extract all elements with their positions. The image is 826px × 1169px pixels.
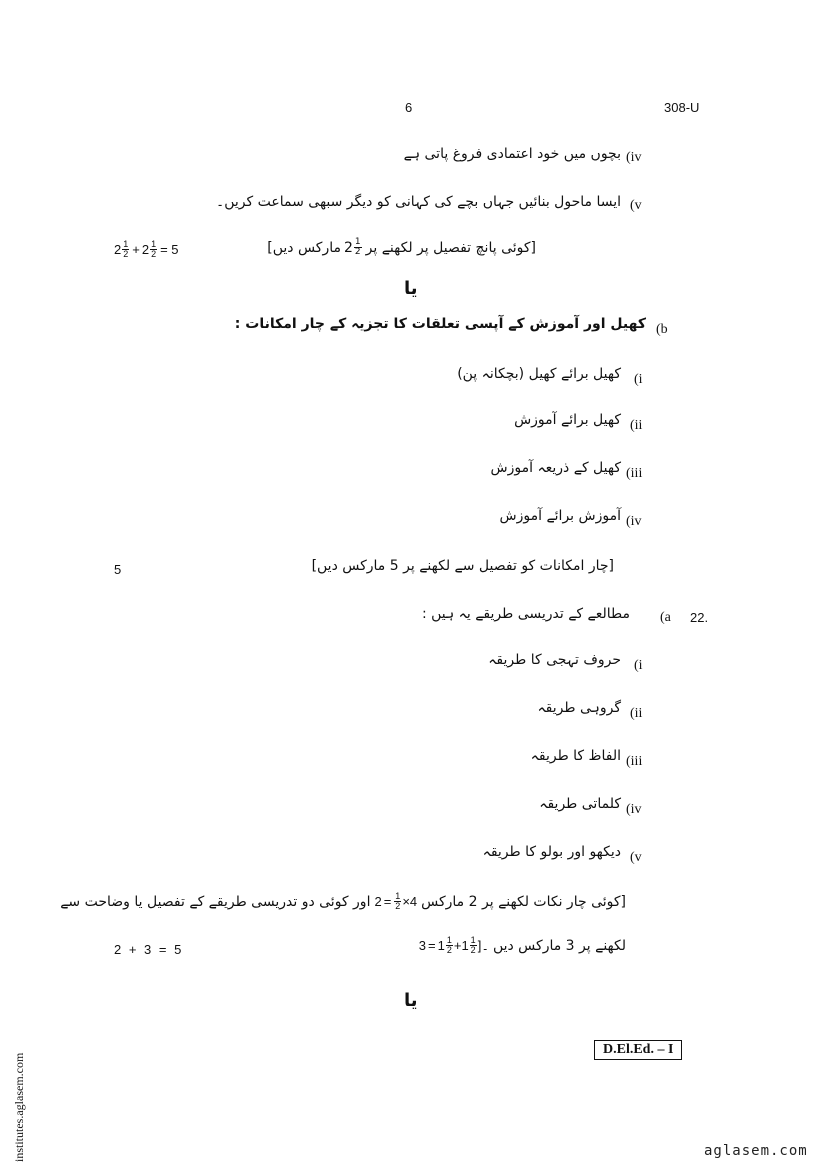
q22-item-iv-label: (iv <box>626 802 642 817</box>
q22-marks-line-2-math <box>419 936 489 955</box>
b-item-iii-text: کھیل کے ذریعہ آموزش <box>490 460 621 476</box>
mixed-number-2 <box>142 240 158 259</box>
q22-item-i-text: حروف تہجی کا طریقہ <box>488 652 621 668</box>
q22-item-iv-text: کلماتی طریقہ <box>539 796 621 812</box>
math2-num-1: 1 <box>446 935 452 945</box>
mixed-num-2: 1 <box>151 239 157 249</box>
q22-item-ii-text: گروہی طریقہ <box>537 700 621 716</box>
section-b-heading: کھیل اور آموزش کے آپسی تعلقات کا تجزیہ کے چار امکانات : <box>234 316 646 332</box>
math1-a: 2 <box>374 894 382 909</box>
q22-item-iii-text: الفاظ کا طریقہ <box>530 748 621 764</box>
q22-item-i-label: (i <box>634 658 643 673</box>
math2-fraction-1 <box>446 936 453 955</box>
math1-x: ×4 <box>402 894 418 909</box>
math2-plus: + <box>453 938 462 953</box>
math2-num-2: 1 <box>470 935 476 945</box>
math1-eq: = <box>383 894 392 909</box>
b-item-ii-text: کھیل برائے آموزش <box>514 412 621 428</box>
paper-code: 308-U <box>664 100 700 115</box>
math2-w2: 1 <box>461 938 469 953</box>
math2-fraction-2 <box>470 936 477 955</box>
equals-result: = 5 <box>160 242 179 257</box>
math1-num: 1 <box>395 891 401 901</box>
marks-note-pre: [کوئی پانچ تفصیل پر لکھنے پر <box>365 239 536 256</box>
marks-note-a <box>267 238 536 257</box>
q22-marks-line-2 <box>415 936 626 955</box>
mixed-num-1: 1 <box>123 239 129 249</box>
item-iv-text: بچوں میں خود اعتمادی فروغ پاتی ہے <box>403 146 621 162</box>
item-v-text: ایسا ماحول بنائیں جہاں بچے کی کہانی کو دیگر سبھی سماعت کریں۔ <box>216 194 621 210</box>
math2-end: ]۔ <box>477 937 489 953</box>
footer-watermark: aglasem.com <box>704 1143 808 1159</box>
item-iv-label: (iv <box>626 150 642 165</box>
q22-number: 22. <box>690 610 709 625</box>
marks-note-post: مارکس دیں] <box>267 239 341 256</box>
mixed-whole-1: 2 <box>114 242 122 257</box>
fraction-whole: 2 <box>344 239 353 256</box>
b-item-iv-text: آموزش برائے آموزش <box>499 508 621 524</box>
section-b-marks-value: 5 <box>114 562 122 577</box>
b-item-i-label: (i <box>634 372 643 387</box>
math2-w1: 1 <box>437 938 445 953</box>
q22-item-v-text: دیکھو اور بولو کا طریقہ <box>482 844 621 860</box>
q22-item-ii-label: (ii <box>630 706 643 721</box>
side-watermark: institutes.aglasem.com <box>12 1052 26 1162</box>
marks-calc-a <box>114 240 179 259</box>
mixed-den-1: 2 <box>123 249 129 259</box>
item-v-label: (v <box>630 198 642 213</box>
mixed-fraction-1 <box>122 240 129 259</box>
b-item-iii-label: (iii <box>626 466 643 481</box>
q22-heading: مطالعے کے تدریسی طریقے یہ ہیں : <box>421 606 630 622</box>
q22-label: (a <box>660 610 671 625</box>
section-b-marks-note: [چار امکانات کو تفصیل سے لکھنے پر 5 مارکس دیں] <box>311 558 614 574</box>
fraction-denominator: 2 <box>354 247 361 257</box>
q22-marks-line-1a: [کوئی چار نکات لکھنے پر 2 مارکس <box>421 893 626 910</box>
fraction <box>354 238 362 257</box>
fraction-numerator: 1 <box>354 237 361 247</box>
mixed-whole-2: 2 <box>141 242 150 257</box>
course-box-label: D.El.Ed. – I <box>594 1040 682 1060</box>
b-item-iv-label: (iv <box>626 514 642 529</box>
page-number: 6 <box>405 100 413 115</box>
plus-sign: + <box>132 242 140 257</box>
or-separator-1: یا <box>404 278 418 299</box>
math2-a: 3 <box>418 938 426 953</box>
math1-den: 2 <box>395 901 401 911</box>
b-item-i-text: کھیل برائے کھیل (بچکانہ پن) <box>457 366 621 382</box>
math1-fraction <box>394 892 401 911</box>
b-item-ii-label: (ii <box>630 418 643 433</box>
mixed-fraction-2 <box>150 240 157 259</box>
math2-eq: = <box>428 938 436 953</box>
math2-den-1: 2 <box>446 945 452 955</box>
q22-item-v-label: (v <box>630 850 642 865</box>
q22-marks-line-2a: لکھنے پر 3 مارکس دیں <box>492 937 626 954</box>
or-separator-2: یا <box>404 990 418 1011</box>
marks-note-fraction <box>344 238 363 257</box>
q22-marks-line-1b: اور کوئی دو تدریسی طریقے کے تفصیل یا وضاحت سے <box>60 893 371 910</box>
q22-marks-line-1 <box>60 892 626 911</box>
q22-marks-line-1-math <box>374 892 417 911</box>
math2-den-2: 2 <box>470 945 476 955</box>
section-b-label: (b <box>656 322 668 337</box>
q22-marks-total: 2 + 3 = 5 <box>114 942 182 957</box>
mixed-number-1 <box>114 240 130 259</box>
q22-item-iii-label: (iii <box>626 754 643 769</box>
mixed-den-2: 2 <box>151 249 157 259</box>
